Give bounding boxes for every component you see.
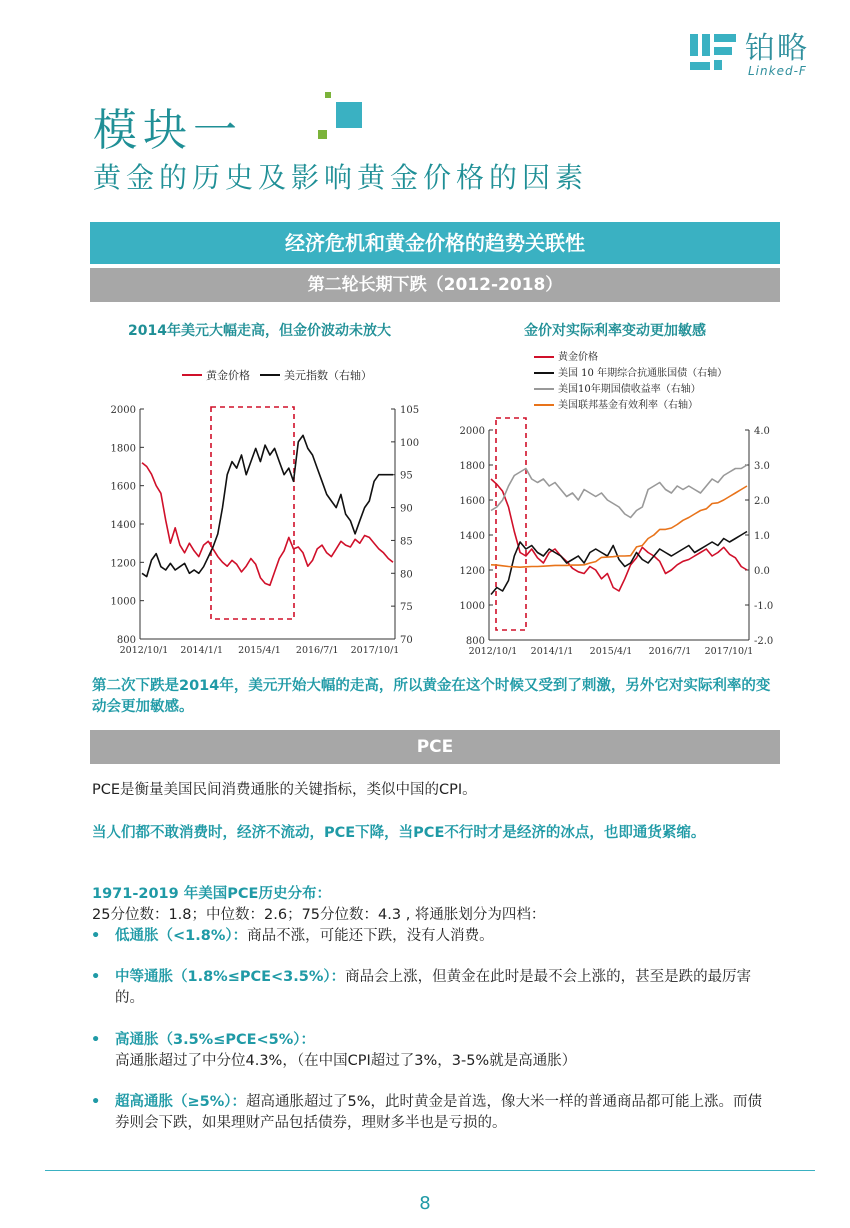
bullet-label: 高通胀（3.5%≤PCE<5%）： bbox=[115, 1032, 316, 1048]
decorative-square bbox=[325, 92, 331, 98]
left-tick-label: 1800 bbox=[459, 461, 485, 472]
series-line-1 bbox=[142, 435, 393, 576]
right-tick-label: 75 bbox=[400, 602, 413, 614]
bullet-medium-inflation bbox=[91, 967, 775, 1009]
x-tick-label: 2012/10/1 bbox=[119, 645, 169, 656]
bullet-label: 超高通胀（≥5%）： bbox=[115, 1094, 247, 1110]
x-tick-label: 2015/4/1 bbox=[589, 646, 633, 657]
legend-label-gold: 黄金价格 bbox=[558, 352, 598, 363]
x-tick-label: 2016/7/1 bbox=[295, 645, 339, 656]
right-tick-label: 2.0 bbox=[754, 496, 770, 507]
chart-summary-text: 第二次下跌是2014年，美元开始大幅的走高，所以黄金在这个时候又受到了刺激，另外它对实际利率的变动会更加敏感。 bbox=[92, 678, 771, 715]
right-tick-label: 85 bbox=[400, 536, 413, 548]
legend-label-yield: 美国10年期国债收益率（右轴） bbox=[558, 384, 701, 395]
series-line-0 bbox=[491, 479, 747, 591]
chart-left-title: 2014年美元大幅走高，但金价波动未放大 bbox=[128, 323, 391, 339]
pce-header-bar: PCE bbox=[90, 730, 780, 764]
right-tick-label: 3.0 bbox=[754, 461, 770, 472]
left-tick-label: 1600 bbox=[110, 481, 136, 493]
left-tick-label: 1800 bbox=[110, 443, 136, 455]
right-tick-label: -1.0 bbox=[754, 601, 774, 612]
bullet-text: 高通胀超过了中分位4.3%，（在中国CPI超过了3%，3-5%就是高通胀） bbox=[115, 1053, 577, 1069]
x-tick-labels bbox=[469, 646, 754, 657]
module-title: 模块一 bbox=[93, 105, 243, 156]
series-group bbox=[491, 465, 747, 595]
left-tick-label: 800 bbox=[116, 635, 136, 646]
right-tick-label: 95 bbox=[400, 470, 413, 482]
highlight-box bbox=[496, 418, 526, 630]
right-tick-label: 100 bbox=[400, 437, 420, 449]
left-tick-label: 1200 bbox=[110, 558, 136, 570]
page-number: 8 bbox=[419, 1193, 431, 1214]
bullet-dot-icon: • bbox=[91, 1032, 101, 1048]
pce-intro-text: PCE是衡量美国民间消费通胀的关键指标，类似中国的CPI。 bbox=[92, 782, 477, 798]
right-tick-label: 80 bbox=[400, 569, 413, 581]
left-tick-label: 2000 bbox=[110, 405, 136, 416]
bullet-dot-icon: • bbox=[91, 928, 101, 944]
series-line-1 bbox=[491, 532, 747, 595]
legend-label-tips: 美国 10 年期综合抗通胀国债（右轴） bbox=[558, 368, 728, 379]
bullet-low-inflation bbox=[91, 926, 775, 947]
x-tick-label: 2014/1/1 bbox=[530, 646, 574, 657]
highlight-box bbox=[211, 407, 294, 619]
bullet-label: 中等通胀（1.8%≤PCE<3.5%）： bbox=[115, 969, 346, 985]
series-line-3 bbox=[491, 486, 747, 567]
bullet-text: 商品不涨，可能还下跌，没有人消费。 bbox=[247, 928, 494, 944]
decorative-square bbox=[336, 102, 362, 128]
linked-f-logo-icon bbox=[688, 32, 738, 72]
logo-chinese-text: 铂略 bbox=[745, 31, 809, 66]
left-tick-label: 1400 bbox=[110, 520, 136, 531]
footer-divider bbox=[45, 1170, 815, 1171]
bullet-dot-icon: • bbox=[91, 969, 101, 985]
right-tick-label: -2.0 bbox=[754, 636, 774, 647]
decorative-square bbox=[318, 130, 327, 139]
x-tick-label: 2012/10/1 bbox=[468, 646, 518, 657]
bullet-hyper-inflation bbox=[91, 1092, 775, 1134]
x-tick-label: 2017/10/1 bbox=[350, 645, 400, 656]
left-tick-label: 1200 bbox=[459, 566, 485, 577]
series-line-2 bbox=[491, 465, 747, 518]
logo-english-text: Linked-F bbox=[748, 64, 807, 78]
x-tick-label: 2014/1/1 bbox=[180, 645, 224, 656]
legend-label-fed: 美国联邦基金有效利率（右轴） bbox=[558, 400, 698, 411]
chart-usd-vs-gold bbox=[100, 345, 440, 670]
legend-label-usd: 美元指数（右轴） bbox=[284, 369, 372, 382]
bullet-high-inflation bbox=[91, 1030, 775, 1072]
right-tick-label: 4.0 bbox=[754, 426, 770, 437]
left-tick-labels bbox=[460, 426, 493, 647]
right-tick-label: 1.0 bbox=[754, 531, 770, 542]
left-tick-label: 1400 bbox=[459, 531, 485, 542]
right-tick-label: 105 bbox=[400, 405, 420, 416]
right-tick-label: 0.0 bbox=[754, 566, 770, 577]
legend-label-gold: 黄金价格 bbox=[206, 369, 250, 382]
x-tick-label: 2017/10/1 bbox=[704, 646, 754, 657]
left-tick-label: 2000 bbox=[459, 426, 485, 437]
pce-emphasis-text: 当人们都不敢消费时，经济不流动，PCE下降，当PCE不行时才是经济的冰点，也即通货紧缩。 bbox=[92, 825, 706, 841]
bullet-label: 低通胀（<1.8%）： bbox=[115, 928, 248, 944]
left-tick-label: 1000 bbox=[110, 596, 136, 608]
pce-history-title: 1971-2019 年美国PCE历史分布： bbox=[92, 886, 331, 902]
series-group bbox=[142, 435, 393, 585]
chart-right-title: 金价对实际利率变动更加敏感 bbox=[524, 323, 706, 339]
left-tick-label: 1600 bbox=[459, 496, 485, 507]
bullet-dot-icon: • bbox=[91, 1094, 101, 1110]
bullet-text: 超高通胀超过了5%，此时黄金是首选，像大米一样的普通商品都可能上涨。而债券则会下跌，如果理财产品包括债券，理财多半也是亏损的。 bbox=[115, 1094, 763, 1131]
left-tick-label: 800 bbox=[465, 636, 485, 647]
left-tick-label: 1000 bbox=[459, 601, 485, 612]
module-subtitle: 黄金的历史及影响黄金价格的因素 bbox=[93, 161, 589, 194]
x-tick-label: 2016/7/1 bbox=[648, 646, 692, 657]
pce-history-text: 25分位数：1.8；中位数：2.6；75分位数：4.3 , 将通胀划分为四档： bbox=[92, 907, 546, 923]
x-tick-labels bbox=[120, 645, 400, 656]
section-header-bar: 经济危机和黄金价格的趋势关联性 bbox=[90, 222, 780, 264]
right-tick-label: 90 bbox=[400, 503, 413, 515]
subsection-header-bar: 第二轮长期下跌（2012-2018） bbox=[90, 268, 780, 302]
bullet-text: 商品会上涨，但黄金在此时是最不会上涨的，甚至是跌的最厉害的。 bbox=[115, 969, 752, 1006]
x-tick-label: 2015/4/1 bbox=[238, 645, 281, 656]
chart-real-rate-vs-gold bbox=[452, 345, 792, 670]
right-tick-label: 70 bbox=[400, 635, 413, 646]
left-tick-labels bbox=[111, 405, 144, 646]
